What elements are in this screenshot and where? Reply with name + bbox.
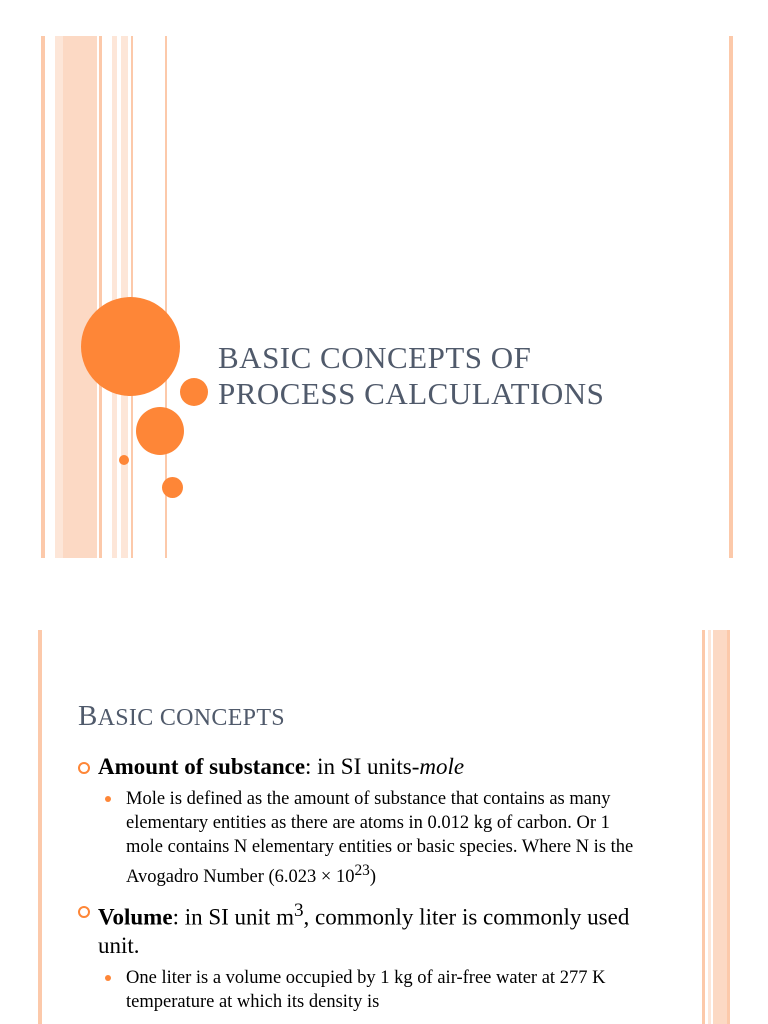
hollow-bullet-icon [78, 906, 90, 918]
stripe [713, 630, 727, 1024]
stripe [708, 630, 711, 1024]
dot-bullet-icon [105, 975, 111, 981]
slide-title [218, 340, 718, 412]
sub-bullet-item [78, 966, 638, 1014]
decorative-circle-medium [180, 378, 208, 406]
decorative-circle-large [81, 297, 180, 396]
slide-heading [78, 700, 285, 733]
hollow-bullet-icon [78, 762, 90, 774]
slide-2 [0, 590, 768, 1024]
item-text-end: , commonly liter is commonly used unit. [98, 904, 630, 958]
stripe [63, 36, 97, 558]
bullet-item [78, 753, 638, 781]
sub-text: Mole is defined as the amount of substance that contains as many elementary entities as there are atoms in 0.012 kg of carbon. Or 1 mole contains N elementary entities or basic species. Where N is the Avogadro Number (6.023 × 10 [126, 789, 634, 888]
stripe [727, 630, 730, 1024]
decorative-circle-medium [136, 407, 184, 455]
term: Amount of substance [98, 754, 306, 779]
bullet-item [78, 897, 638, 960]
superscript: 23 [354, 862, 370, 879]
unit: mole [419, 754, 465, 779]
item-text: : in SI unit m [172, 904, 294, 930]
sub-text: One liter is a volume occupied by 1 kg of air-free water at 277 K temperature at which its density is [126, 967, 606, 1012]
item-text: : in SI units- [305, 754, 420, 779]
heading-cap: B [78, 700, 98, 732]
superscript: 3 [293, 900, 304, 922]
stripe [38, 630, 42, 1024]
sub-text-end: ) [369, 867, 377, 888]
decorative-circle-small [119, 455, 129, 465]
stripe [99, 36, 102, 558]
stripe [41, 36, 45, 558]
stripe [702, 630, 705, 1024]
title-line-2: PROCESS CALCULATIONS [218, 376, 605, 411]
stripe [112, 36, 117, 558]
title-line-1: BASIC CONCEPTS OF [218, 340, 532, 375]
sub-bullet-item [78, 787, 638, 889]
dot-bullet-icon [105, 796, 111, 802]
stripe [55, 36, 63, 558]
stripe [729, 36, 733, 558]
term: Volume [98, 904, 173, 930]
slide-content [78, 753, 638, 1022]
heading-rest: ASIC CONCEPTS [97, 705, 285, 731]
decorative-circle-small [162, 477, 183, 498]
